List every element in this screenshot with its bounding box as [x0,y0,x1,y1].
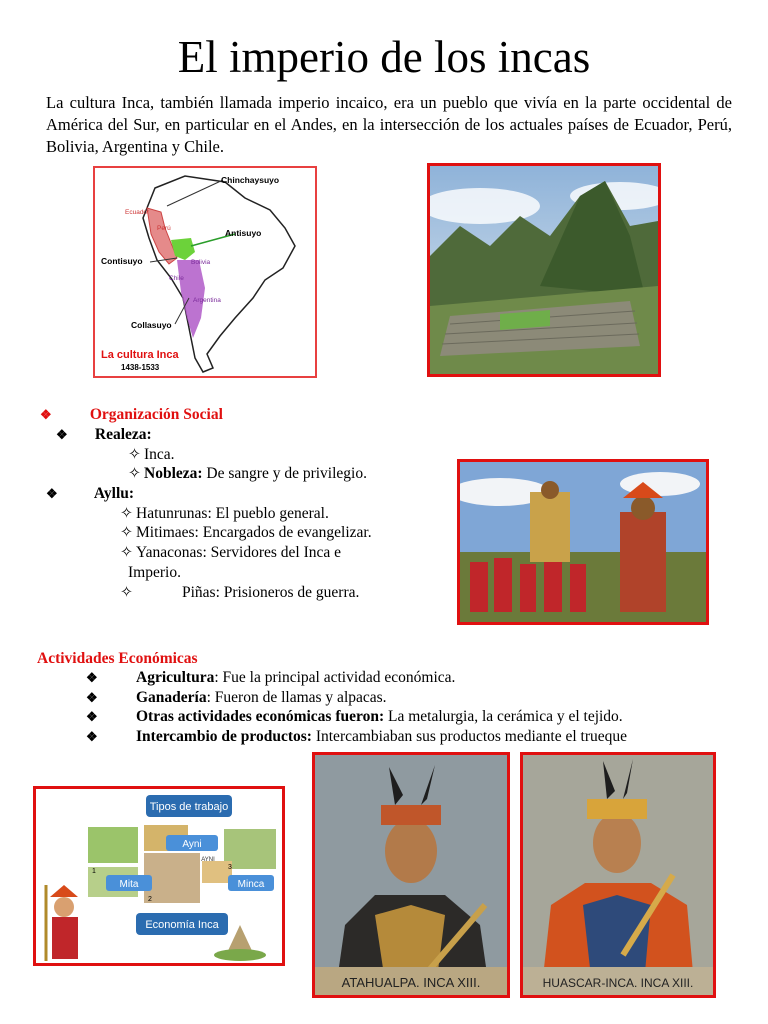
organizacion-heading-row [40,405,223,425]
actividad-label-2: Otras actividades económicas fueron: [136,708,385,725]
tipos-trabajo-diagram [33,786,285,966]
organizacion-heading: Organización Social [89,406,223,423]
map-label-argentina: Argentina [193,297,221,304]
actividad-text-2: La metalurgia, la cerámica y el tejido. [384,708,623,725]
map-label-peru: Perú [157,225,171,232]
economia-inca-label: Economía Inca [145,919,219,931]
actividad-item-0 [86,668,455,688]
intro-paragraph: La cultura Inca, también llamada imperio incaico, era un pueblo que vivía en la parte occidental de América del Sur, en particular en el Andes, en la intersección de los actuales países de Ecuador, Perú, Bolivia, Argentina y Chile. [46,93,732,156]
hatunrunas-row [120,504,329,524]
bullet-star-icon: ✧ [120,544,133,561]
ayni-label: Ayni [182,839,202,850]
inca-text: Inca. [144,446,175,463]
actividad-item-3 [86,727,627,747]
actividades-heading: Actividades Económicas [37,650,198,667]
bullet-star-icon: ✧ [120,505,133,522]
actividad-label-3: Intercambio de productos: [136,728,312,745]
bullet-diamond-icon: ❖ [86,729,98,744]
bullet-diamond-icon: ❖ [40,407,52,422]
realeza-row [56,425,152,445]
pinas-text: Piñas: Prisioneros de guerra. [182,584,360,601]
atahualpa-caption: ATAHUALPA. INCA XIII. [341,975,481,990]
mita-label: Mita [119,879,139,890]
atahualpa-graphic [315,755,507,995]
bullet-diamond-icon: ❖ [46,486,58,501]
actividad-text-3: Intercambiaban sus productos mediante el trueque [311,728,628,745]
number-2-label: 2 [148,896,152,903]
yanaconas-row [120,543,341,563]
bullet-star-icon: ✧ [128,465,141,482]
south-america-map-graphic [95,168,315,376]
actividad-text-1: : Fueron de llamas y alpacas. [206,689,387,706]
nobleza-row [128,464,367,484]
map-label-contisuyo: Contisuyo [101,256,143,266]
inti-raymi-photo [457,459,709,625]
page-title: El imperio de los incas [177,32,591,82]
machu-picchu-graphic [430,166,658,374]
map-label-bolivia: Bolivia [191,259,211,266]
nobleza-label: Nobleza: [144,465,203,482]
map-label-collasuyo: Collasuyo [131,320,172,330]
huascar-graphic [523,755,713,995]
pinas-row [120,583,359,603]
number-3-label: 3 [228,864,232,871]
yanaconas-text: Yanaconas: Servidores del Inca e [136,544,342,561]
huascar-portrait [520,752,716,998]
bullet-star-icon: ✧ [128,446,141,463]
map-caption: La cultura Inca [101,349,179,361]
minca-label: Minca [237,879,265,890]
actividad-label-0: Agricultura [136,669,215,686]
inti-raymi-graphic [460,462,706,622]
bullet-diamond-icon: ❖ [86,690,98,705]
actividad-text-0: : Fue la principal actividad económica. [214,669,456,686]
inca-map [93,166,317,378]
machu-picchu-photo [427,163,661,377]
ayllu-row [46,484,134,504]
ayllu-label: Ayllu: [93,485,135,502]
mitimaes-text: Mitimaes: Encargados de evangelizar. [136,524,372,541]
number-1-label: 1 [92,868,96,875]
bullet-diamond-icon: ❖ [56,427,68,442]
huascar-caption: HUASCAR-INCA. INCA XIII. [542,976,694,990]
bullet-diamond-icon: ❖ [86,670,98,685]
hatunrunas-text: Hatunrunas: El pueblo general. [136,505,329,522]
mitimaes-row [120,523,372,543]
ayni-small-label: AYNI [201,857,215,863]
actividad-item-2 [86,707,623,727]
yanaconas-continuation: Imperio. [128,564,181,581]
map-years: 1438-1533 [121,363,160,372]
tipos-trabajo-label: Tipos de trabajo [149,801,229,813]
bullet-star-icon: ✧ [120,524,133,541]
actividad-label-1: Ganadería [136,689,207,706]
atahualpa-portrait [312,752,510,998]
map-label-chinchaysuyo: Chinchaysuyo [221,175,280,185]
map-label-chile: Chile [169,275,184,282]
realeza-label: Realeza: [94,426,152,443]
nobleza-text: De sangre y de privilegio. [202,465,367,482]
map-label-ecuador: Ecuador [125,209,150,216]
map-label-antisuyo: Antisuyo [225,228,262,238]
tipos-trabajo-graphic [36,789,282,963]
bullet-diamond-icon: ❖ [86,709,98,724]
actividad-item-1 [86,688,387,708]
inca-row [128,445,175,465]
bullet-star-icon: ✧ [120,584,133,601]
